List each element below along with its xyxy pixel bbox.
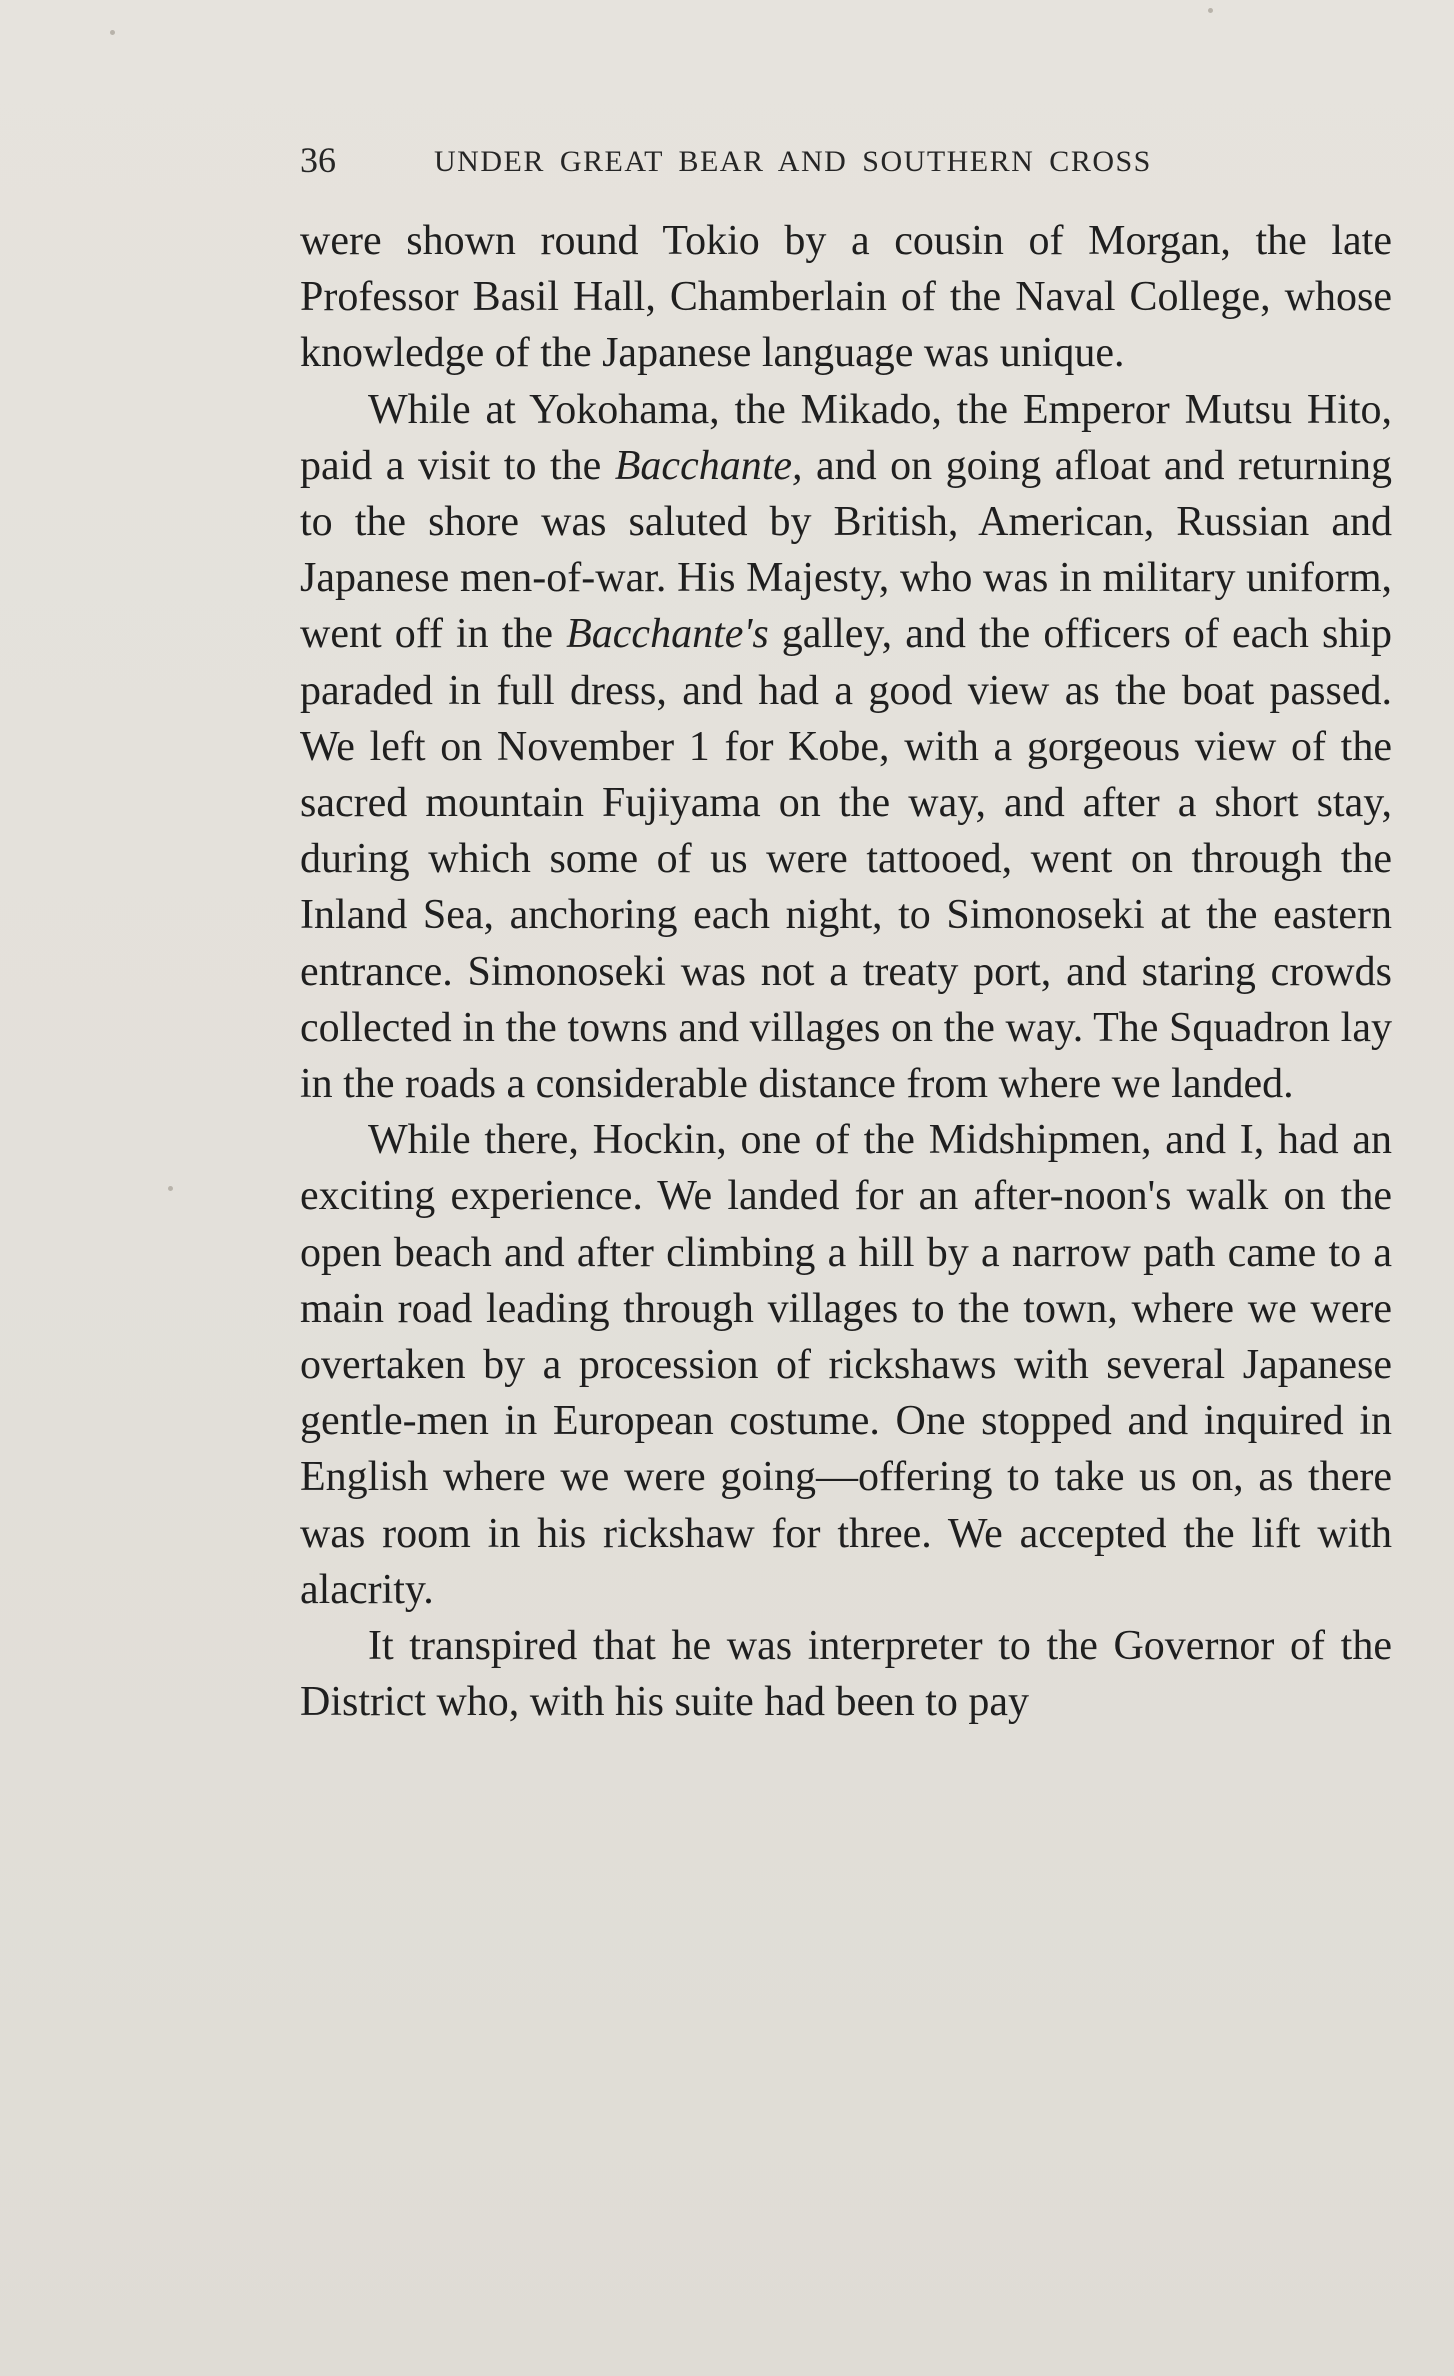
body-text bbox=[300, 213, 1392, 1730]
paper-speck bbox=[1208, 8, 1213, 13]
text-run: While at Yokohama, the Mikado, the Emperor Mutsu Hito, paid a visit to the bbox=[300, 386, 1392, 489]
paragraph bbox=[300, 382, 1392, 1113]
paragraph: It transpired that he was interpreter to the Governor of the District who, with his suite had been to pay bbox=[300, 1623, 1392, 1726]
text-run: and on going afloat and returning to the shore was saluted by British, American, Russian and Japanese men-of-war. His Majesty, who was in military uniform, went off in the bbox=[300, 442, 1392, 658]
ship-name-italic: Bacchante's bbox=[566, 611, 769, 658]
paper-speck bbox=[110, 30, 115, 35]
ship-name-italic: Bacchante, bbox=[614, 442, 803, 489]
running-head bbox=[300, 140, 1246, 190]
paragraph: While there, Hockin, one of the Midshipmen, and I, had an exciting experience. We landed for an after-noon's walk on the open beach and after climbing a hill by a narrow path came to a main road leading through villages to the town, where we were overtaken by a procession of rickshaws with several Japanese gentle-men in European costume. One stopped and inquired in English where we were going—offering to take us on, as there was room in his rickshaw for three. We accepted the lift with alacrity. bbox=[300, 1117, 1392, 1613]
running-head-title: UNDER GREAT BEAR AND SOUTHERN CROSS bbox=[434, 145, 1152, 178]
text-run: galley, and the officers of each ship paraded in full dress, and had a good view as the boat passed. We left on November 1 for Kobe, with a gorgeous view of the sacred mountain Fujiyama on the way, and after a short stay, during which some of us were tattooed, went on through the Inland Sea, anchoring each night, to Simonoseki at the eastern entrance. Simonoseki was not a treaty port, and staring crowds collected in the towns and villages on the way. The Squadron lay in the roads a considerable distance from where we landed. bbox=[300, 611, 1392, 1108]
page-number: 36 bbox=[300, 140, 336, 180]
paper-speck bbox=[168, 1186, 173, 1191]
paragraph: were shown round Tokio by a cousin of Morgan, the late Professor Basil Hall, Chamberlain of the Naval College, whose knowledge of the Japanese language was unique. bbox=[300, 218, 1392, 377]
